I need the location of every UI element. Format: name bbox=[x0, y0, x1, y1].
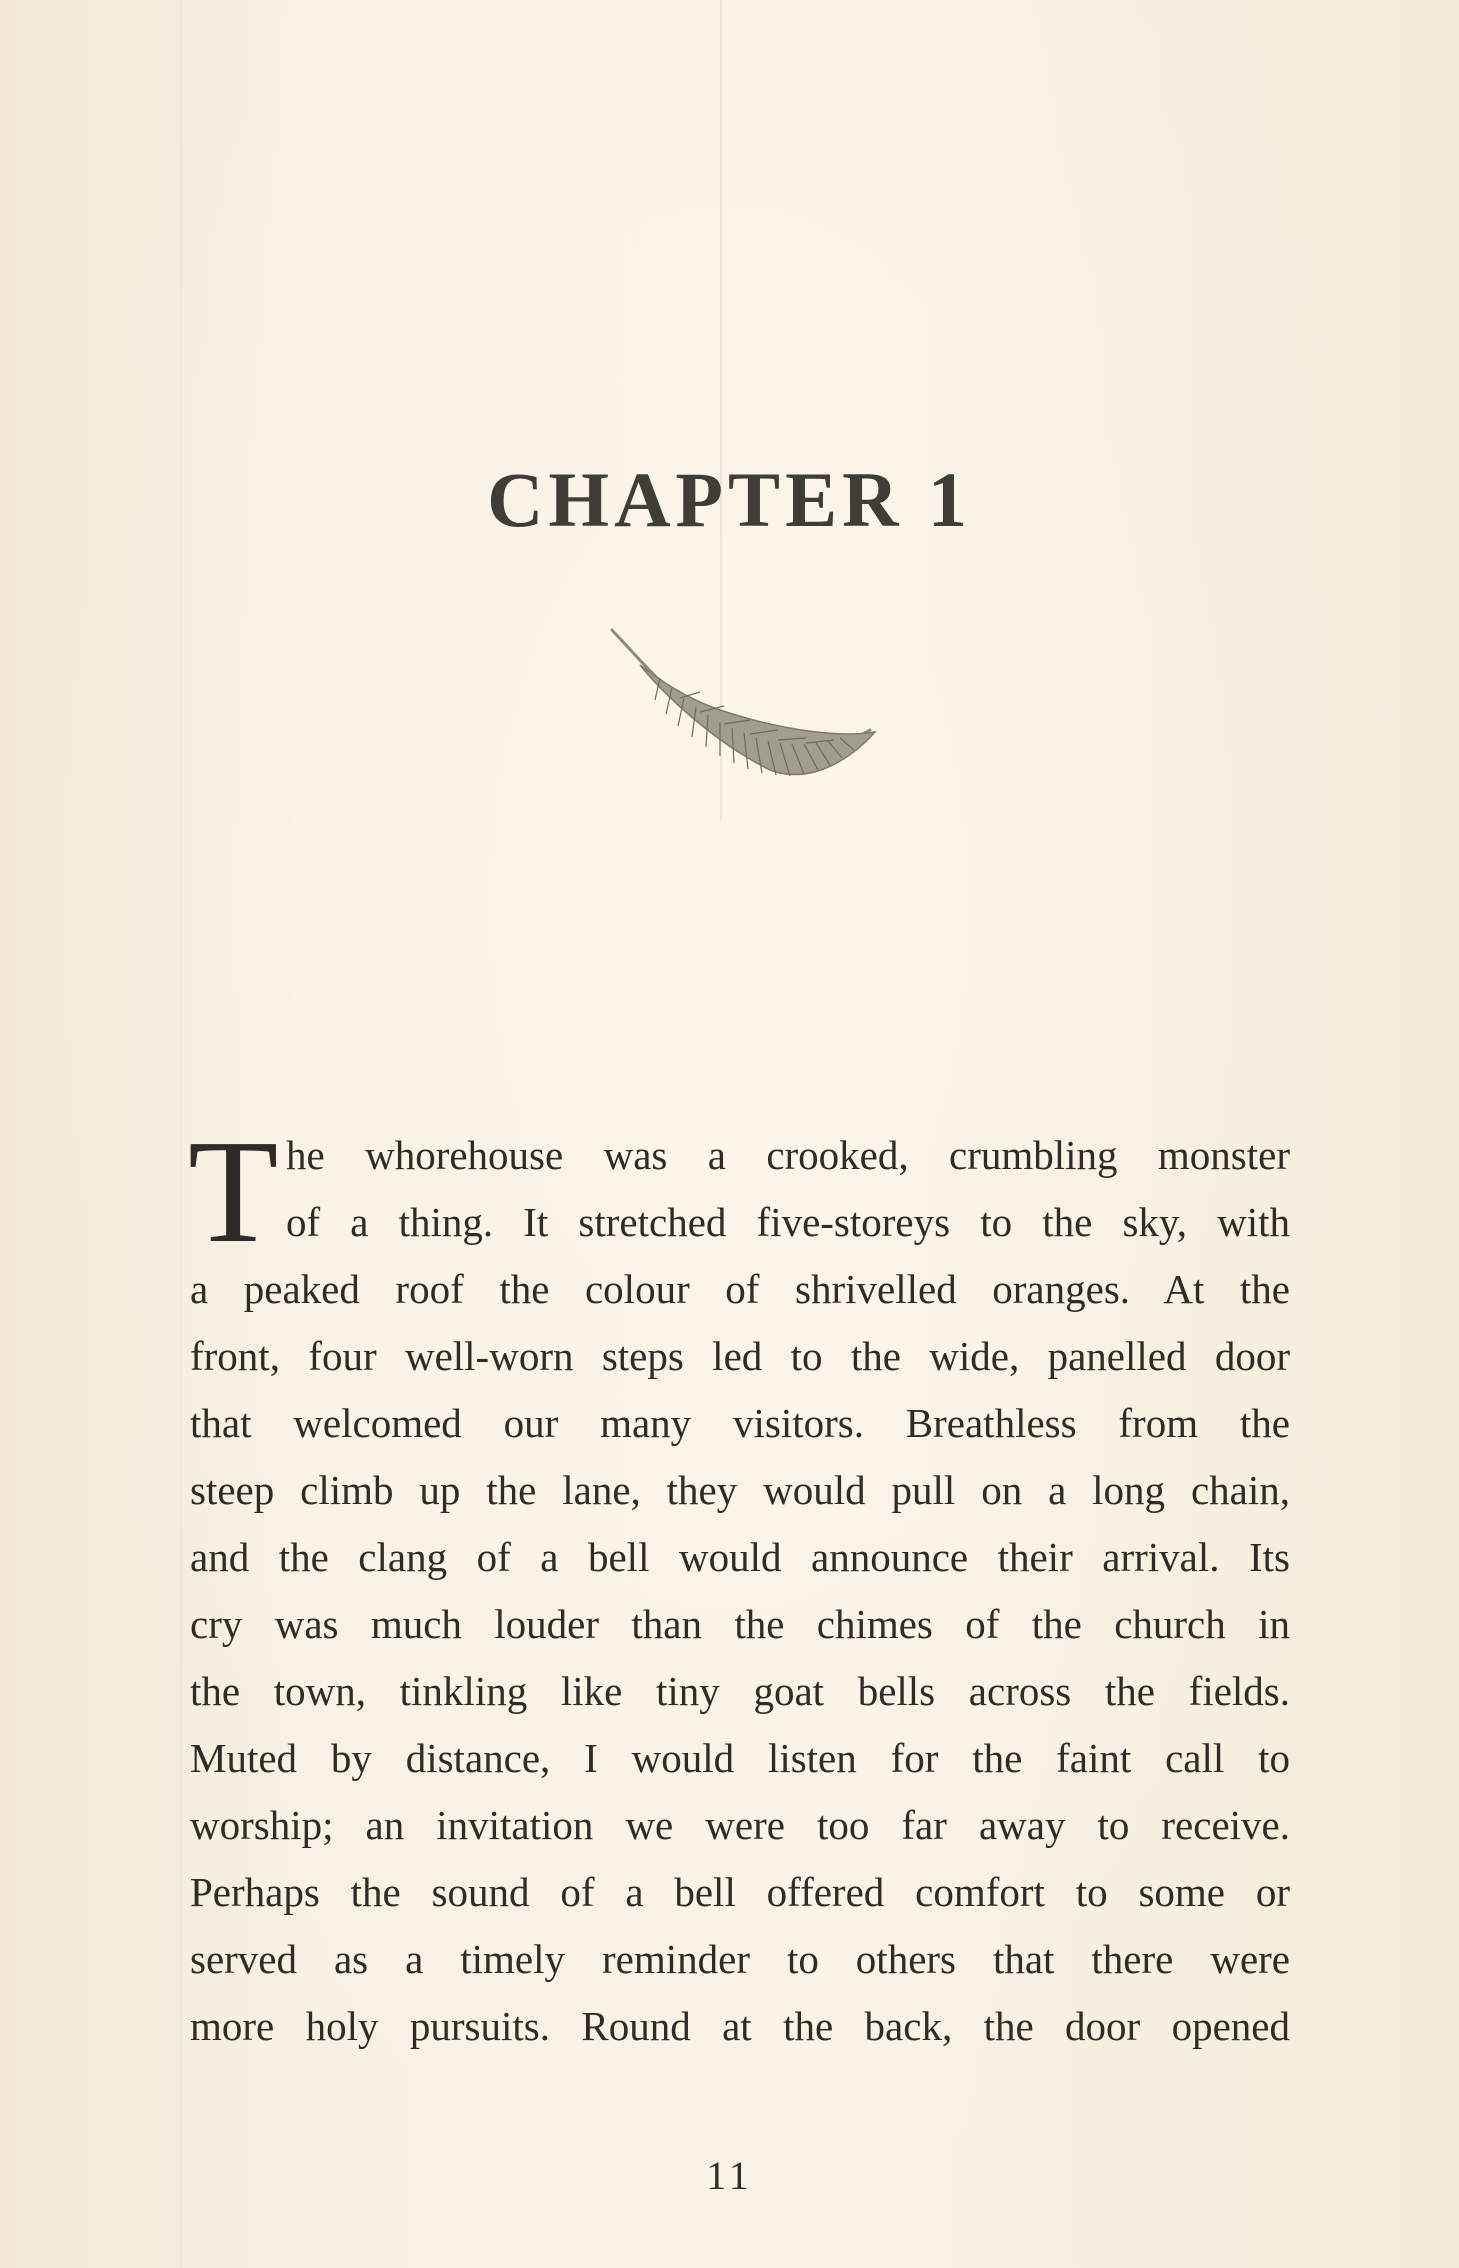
text-line: and the clang of a bell would announce their arrival. Its bbox=[190, 1534, 1290, 1580]
text-line: of a thing. It stretched five-storeys to the sky, with bbox=[286, 1199, 1290, 1245]
text-line: he whorehouse was a crooked, crumbling monster bbox=[286, 1132, 1290, 1178]
chapter-paragraph bbox=[188, 1110, 1290, 2060]
text-line: Perhaps the sound of a bell offered comfort to some or bbox=[190, 1869, 1290, 1915]
text-line: worship; an invitation we were too far away to receive. bbox=[190, 1802, 1290, 1848]
page-number: 11 bbox=[706, 2153, 753, 2198]
feather-icon bbox=[600, 620, 890, 810]
text-line: cry was much louder than the chimes of the church in bbox=[190, 1601, 1290, 1647]
text-line: front, four well-worn steps led to the wide, panelled door bbox=[190, 1333, 1290, 1379]
text-line: steep climb up the lane, they would pull on a long chain, bbox=[190, 1467, 1290, 1513]
paper-crease bbox=[180, 0, 182, 2268]
text-line: the town, tinkling like tiny goat bells across the fields. bbox=[190, 1668, 1290, 1714]
text-line: a peaked roof the colour of shrivelled oranges. At the bbox=[190, 1266, 1290, 1312]
text-line: more holy pursuits. Round at the back, the door opened bbox=[190, 2003, 1290, 2049]
dropcap: T bbox=[188, 1110, 279, 1274]
text-line: served as a timely reminder to others that there were bbox=[190, 1936, 1290, 1982]
text-line: that welcomed our many visitors. Breathless from the bbox=[190, 1400, 1290, 1446]
chapter-title: CHAPTER 1 bbox=[487, 456, 972, 543]
text-line: Muted by distance, I would listen for the faint call to bbox=[190, 1735, 1290, 1781]
